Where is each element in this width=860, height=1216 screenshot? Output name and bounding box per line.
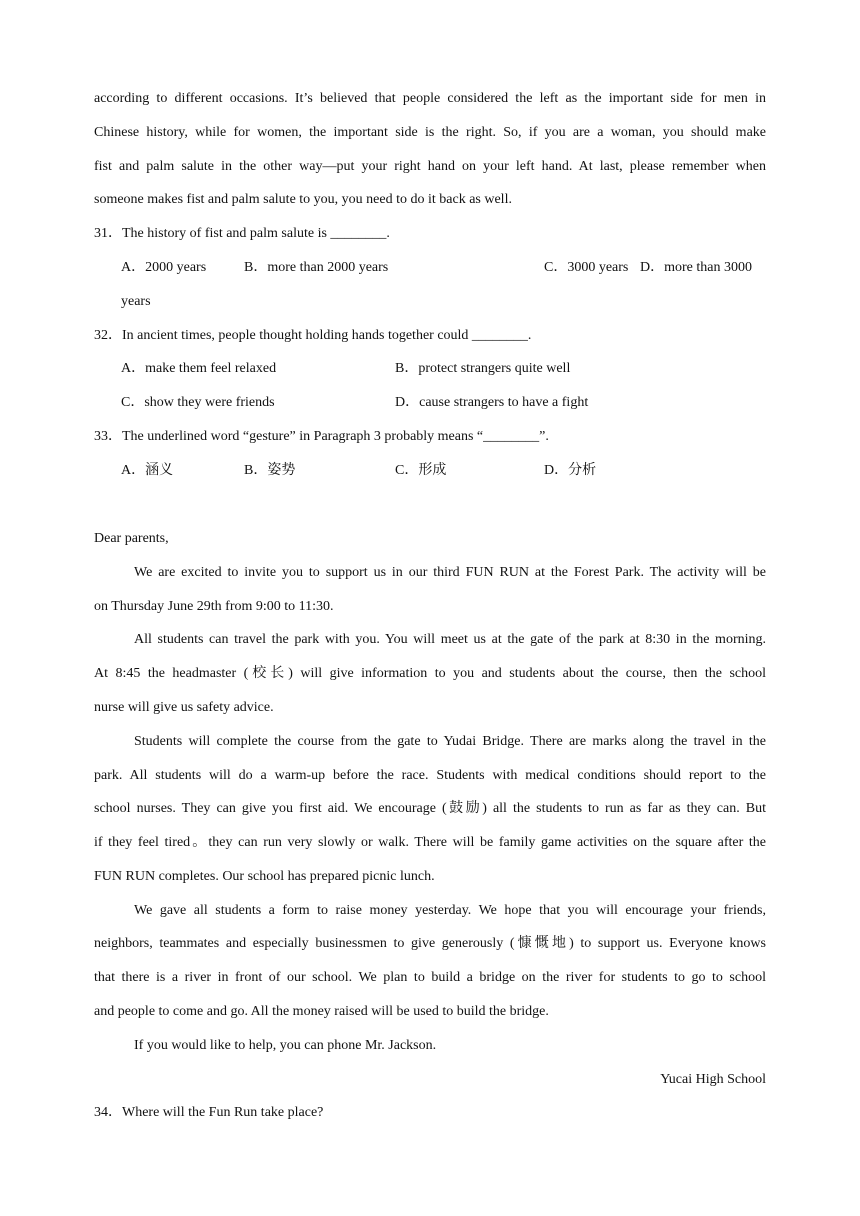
q31-option-c: C．3000 years	[544, 260, 629, 275]
letter-line: All students can travel the park with you. You will meet us at the gate of the park at 8:30 in the morning.	[134, 632, 766, 647]
q31-option-b: B．more than 2000 years	[244, 260, 389, 275]
letter-line: that there is a river in front of our school. We plan to build a bridge on the river for students to go to school	[94, 970, 766, 985]
letter-line: FUN RUN completes. Our school has prepared picnic lunch.	[94, 869, 435, 884]
letter-line: school nurses. They can give you first aid. We encourage (鼓励) all the students to run as far as they can. But	[94, 801, 766, 816]
letter-line: Students will complete the course from the gate to Yudai Bridge. There are marks along the travel in the	[134, 734, 766, 749]
q32-option-c: C．show they were friends	[121, 395, 275, 410]
letter-signature: Yucai High School	[660, 1072, 766, 1087]
q31-option-d: D．more than 3000	[640, 260, 752, 275]
q31-option-a: A．2000 years	[121, 260, 207, 275]
q33-option-b: B．姿势	[244, 463, 296, 478]
q33-option-c: C．形成	[395, 463, 447, 478]
q32-option-b: B．protect strangers quite well	[395, 361, 571, 376]
letter-line: nurse will give us safety advice.	[94, 700, 274, 715]
letter-line: We gave all students a form to raise money yesterday. We hope that you will encourage your friends,	[134, 903, 766, 918]
letter-line: We are excited to invite you to support us in our third FUN RUN at the Forest Park. The activity will be	[134, 565, 766, 580]
passage-line: fist and palm salute in the other way—put your right hand on your left hand. At last, please remember when	[94, 159, 766, 174]
letter-greeting: Dear parents,	[94, 531, 169, 546]
letter-line: and people to come and go. All the money raised will be used to build the bridge.	[94, 1004, 549, 1019]
q32-option-a: A．make them feel relaxed	[121, 361, 277, 376]
passage-line: someone makes fist and palm salute to you, you need to do it back as well.	[94, 192, 512, 207]
question-31-stem: 31．The history of fist and palm salute is ________.	[94, 226, 390, 241]
q32-option-d: D．cause strangers to have a fight	[395, 395, 589, 410]
letter-line: neighbors, teammates and especially businessmen to give generously (慷慨地) to support us. Everyone knows	[94, 936, 766, 951]
letter-line: if they feel tired。they can run very slowly or walk. There will be family game activities on the square after the	[94, 835, 766, 850]
passage-line: Chinese history, while for women, the important side is the right. So, if you are a woman, you should make	[94, 125, 766, 140]
passage-line: according to different occasions. It’s believed that people considered the left as the important side for men in	[94, 91, 766, 106]
q31-option-d-continuation: years	[121, 294, 151, 309]
q33-option-a: A．涵义	[121, 463, 174, 478]
question-34-stem: 34．Where will the Fun Run take place?	[94, 1105, 324, 1120]
question-33-stem: 33．The underlined word “gesture” in Paragraph 3 probably means “________”.	[94, 429, 549, 444]
letter-line: At 8:45 the headmaster (校长) will give information to you and students about the course, then the school	[94, 666, 766, 681]
letter-line: on Thursday June 29th from 9:00 to 11:30.	[94, 599, 334, 614]
letter-line: park. All students will do a warm-up before the race. Students with medical conditions should report to the	[94, 768, 766, 783]
letter-line: If you would like to help, you can phone Mr. Jackson.	[134, 1038, 437, 1053]
question-32-stem: 32．In ancient times, people thought holding hands together could ________.	[94, 328, 532, 343]
q33-option-d: D．分析	[544, 463, 597, 478]
